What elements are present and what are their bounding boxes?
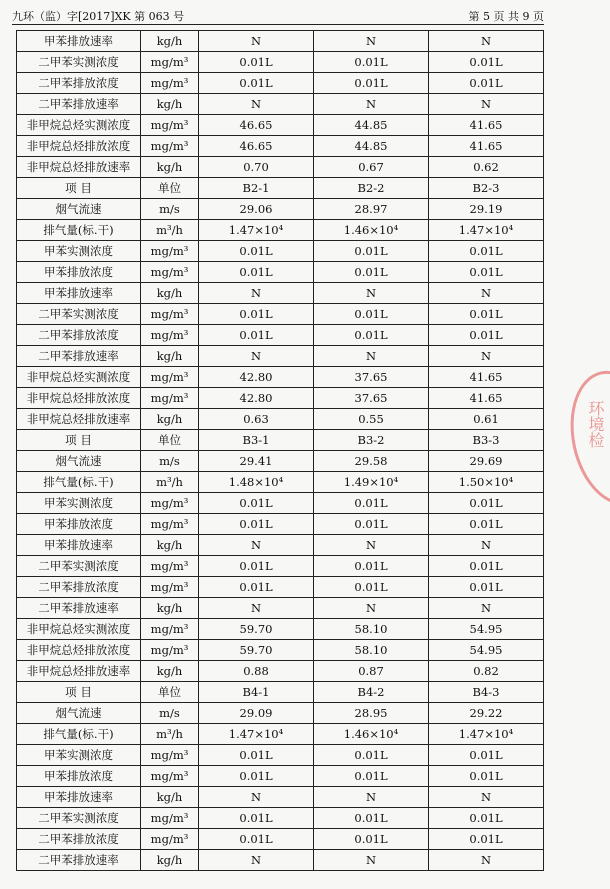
table-cell: 0.01L xyxy=(429,514,544,535)
table-cell: B4-1 xyxy=(199,682,314,703)
table-cell: N xyxy=(314,787,429,808)
table-cell: 二甲苯排放速率 xyxy=(17,598,141,619)
table-cell: kg/h xyxy=(141,157,199,178)
table-cell: 0.01L xyxy=(314,808,429,829)
table-cell: 0.01L xyxy=(429,745,544,766)
table-cell: 项 目 xyxy=(17,682,141,703)
table-cell: 0.01L xyxy=(314,556,429,577)
table-cell: m³/h xyxy=(141,724,199,745)
table-cell: 非甲烷总烃实测浓度 xyxy=(17,115,141,136)
table-cell: mg/m³ xyxy=(141,619,199,640)
table-row xyxy=(17,115,544,136)
table-cell: 二甲苯排放浓度 xyxy=(17,325,141,346)
measurement-table-body xyxy=(17,31,544,871)
table-cell: 排气量(标.干) xyxy=(17,724,141,745)
table-cell: N xyxy=(199,535,314,556)
table-cell: 54.95 xyxy=(429,619,544,640)
table-cell: kg/h xyxy=(141,31,199,52)
measurement-table xyxy=(16,30,544,871)
page-number: 第 5 页 共 9 页 xyxy=(468,10,544,23)
table-cell: N xyxy=(429,346,544,367)
table-row xyxy=(17,136,544,157)
table-cell: N xyxy=(314,94,429,115)
table-cell: B2-3 xyxy=(429,178,544,199)
table-row xyxy=(17,535,544,556)
table-row xyxy=(17,766,544,787)
table-cell: 二甲苯排放浓度 xyxy=(17,577,141,598)
table-cell: 非甲烷总烃排放速率 xyxy=(17,661,141,682)
table-cell: mg/m³ xyxy=(141,262,199,283)
table-cell: 0.01L xyxy=(199,514,314,535)
table-cell: 0.01L xyxy=(199,241,314,262)
table-cell: 29.69 xyxy=(429,451,544,472)
table-cell: 1.48×10⁴ xyxy=(199,472,314,493)
table-cell: 0.01L xyxy=(429,808,544,829)
table-cell: mg/m³ xyxy=(141,241,199,262)
table-cell: 0.87 xyxy=(314,661,429,682)
table-cell: 0.01L xyxy=(314,304,429,325)
table-cell: 二甲苯排放速率 xyxy=(17,346,141,367)
table-row xyxy=(17,283,544,304)
table-cell: 37.65 xyxy=(314,388,429,409)
table-cell: 二甲苯实测浓度 xyxy=(17,304,141,325)
table-cell: 单位 xyxy=(141,682,199,703)
table-cell: B3-2 xyxy=(314,430,429,451)
table-cell: N xyxy=(429,850,544,871)
table-cell: N xyxy=(314,598,429,619)
table-cell: 28.97 xyxy=(314,199,429,220)
table-cell: N xyxy=(429,31,544,52)
table-cell: N xyxy=(314,31,429,52)
table-cell: N xyxy=(199,598,314,619)
table-cell: N xyxy=(199,346,314,367)
table-row xyxy=(17,787,544,808)
table-cell: 0.01L xyxy=(314,262,429,283)
table-cell: 甲苯实测浓度 xyxy=(17,241,141,262)
table-cell: kg/h xyxy=(141,346,199,367)
table-cell: 甲苯排放浓度 xyxy=(17,766,141,787)
table-cell: 0.01L xyxy=(429,556,544,577)
table-cell: 0.01L xyxy=(429,493,544,514)
table-cell: 0.01L xyxy=(429,325,544,346)
table-row xyxy=(17,409,544,430)
table-cell: 0.01L xyxy=(199,325,314,346)
table-cell: 0.01L xyxy=(199,808,314,829)
table-row xyxy=(17,451,544,472)
table-cell: 0.01L xyxy=(429,577,544,598)
table-cell: m³/h xyxy=(141,220,199,241)
table-cell: 0.01L xyxy=(314,52,429,73)
table-cell: 0.70 xyxy=(199,157,314,178)
table-cell: 0.01L xyxy=(314,514,429,535)
table-cell: 29.19 xyxy=(429,199,544,220)
table-row xyxy=(17,661,544,682)
table-cell: kg/h xyxy=(141,661,199,682)
table-cell: 非甲烷总烃实测浓度 xyxy=(17,367,141,388)
table-cell: 甲苯排放速率 xyxy=(17,535,141,556)
table-cell: 59.70 xyxy=(199,640,314,661)
table-cell: kg/h xyxy=(141,787,199,808)
table-cell: 甲苯排放速率 xyxy=(17,31,141,52)
table-cell: 0.01L xyxy=(314,766,429,787)
table-cell: mg/m³ xyxy=(141,745,199,766)
table-cell: 非甲烷总烃排放速率 xyxy=(17,409,141,430)
table-cell: mg/m³ xyxy=(141,325,199,346)
table-cell: 0.61 xyxy=(429,409,544,430)
table-row xyxy=(17,430,544,451)
seal-text: 环境检 xyxy=(586,400,605,448)
table-cell: mg/m³ xyxy=(141,514,199,535)
table-cell: mg/m³ xyxy=(141,136,199,157)
table-cell: mg/m³ xyxy=(141,577,199,598)
table-row xyxy=(17,556,544,577)
table-cell: 44.85 xyxy=(314,115,429,136)
table-row xyxy=(17,367,544,388)
table-cell: 单位 xyxy=(141,178,199,199)
table-cell: 0.01L xyxy=(314,241,429,262)
table-cell: 单位 xyxy=(141,430,199,451)
table-cell: B4-2 xyxy=(314,682,429,703)
table-cell: 0.01L xyxy=(314,745,429,766)
table-row xyxy=(17,262,544,283)
table-cell: 42.80 xyxy=(199,367,314,388)
table-cell: mg/m³ xyxy=(141,766,199,787)
table-cell: B2-1 xyxy=(199,178,314,199)
table-row xyxy=(17,829,544,850)
table-cell: 项 目 xyxy=(17,430,141,451)
table-cell: 42.80 xyxy=(199,388,314,409)
table-cell: kg/h xyxy=(141,283,199,304)
table-cell: kg/h xyxy=(141,850,199,871)
table-cell: 二甲苯实测浓度 xyxy=(17,808,141,829)
table-cell: 0.01L xyxy=(199,493,314,514)
table-cell: 甲苯排放速率 xyxy=(17,787,141,808)
table-cell: 0.01L xyxy=(199,73,314,94)
table-cell: 28.95 xyxy=(314,703,429,724)
table-cell: kg/h xyxy=(141,535,199,556)
table-cell: 0.82 xyxy=(429,661,544,682)
table-cell: m/s xyxy=(141,451,199,472)
table-cell: 0.01L xyxy=(199,52,314,73)
table-cell: 54.95 xyxy=(429,640,544,661)
table-row xyxy=(17,52,544,73)
table-cell: 非甲烷总烃排放浓度 xyxy=(17,640,141,661)
table-cell: N xyxy=(429,535,544,556)
table-cell: mg/m³ xyxy=(141,73,199,94)
table-cell: 甲苯排放浓度 xyxy=(17,262,141,283)
report-number: 九环（监）字[2017]XK 第 063 号 xyxy=(12,10,185,23)
table-cell: 0.01L xyxy=(429,241,544,262)
table-cell: 烟气流速 xyxy=(17,451,141,472)
table-cell: 58.10 xyxy=(314,619,429,640)
table-cell: 44.85 xyxy=(314,136,429,157)
table-cell: 项 目 xyxy=(17,178,141,199)
table-row xyxy=(17,346,544,367)
table-cell: mg/m³ xyxy=(141,367,199,388)
table-cell: 1.47×10⁴ xyxy=(199,220,314,241)
table-cell: 排气量(标.干) xyxy=(17,472,141,493)
table-cell: mg/m³ xyxy=(141,556,199,577)
table-cell: 1.46×10⁴ xyxy=(314,724,429,745)
table-cell: 0.01L xyxy=(314,325,429,346)
table-row xyxy=(17,94,544,115)
table-cell: N xyxy=(429,787,544,808)
table-cell: 烟气流速 xyxy=(17,703,141,724)
table-cell: 0.01L xyxy=(199,745,314,766)
table-cell: 0.01L xyxy=(429,52,544,73)
table-cell: 二甲苯实测浓度 xyxy=(17,52,141,73)
table-cell: 0.01L xyxy=(199,556,314,577)
page-header xyxy=(12,5,544,25)
table-cell: 46.65 xyxy=(199,115,314,136)
table-cell: mg/m³ xyxy=(141,808,199,829)
table-cell: 非甲烷总烃排放浓度 xyxy=(17,388,141,409)
table-cell: 41.65 xyxy=(429,136,544,157)
table-cell: kg/h xyxy=(141,409,199,430)
table-cell: 58.10 xyxy=(314,640,429,661)
table-cell: N xyxy=(199,850,314,871)
table-cell: 甲苯实测浓度 xyxy=(17,745,141,766)
table-cell: mg/m³ xyxy=(141,52,199,73)
table-cell: 非甲烷总烃实测浓度 xyxy=(17,619,141,640)
table-cell: 非甲烷总烃排放浓度 xyxy=(17,136,141,157)
table-cell: mg/m³ xyxy=(141,115,199,136)
table-cell: 甲苯排放浓度 xyxy=(17,514,141,535)
table-cell: 0.01L xyxy=(429,829,544,850)
table-cell: 0.01L xyxy=(199,766,314,787)
header-rule xyxy=(12,24,544,25)
table-cell: 41.65 xyxy=(429,388,544,409)
table-cell: kg/h xyxy=(141,94,199,115)
table-cell: 29.22 xyxy=(429,703,544,724)
table-cell: N xyxy=(314,535,429,556)
table-cell: 29.09 xyxy=(199,703,314,724)
table-row xyxy=(17,619,544,640)
table-cell: N xyxy=(314,850,429,871)
table-cell: N xyxy=(314,283,429,304)
table-cell: 烟气流速 xyxy=(17,199,141,220)
table-cell: 二甲苯排放速率 xyxy=(17,850,141,871)
table-row xyxy=(17,493,544,514)
table-cell: mg/m³ xyxy=(141,640,199,661)
table-cell: 0.01L xyxy=(314,73,429,94)
table-cell: 1.47×10⁴ xyxy=(199,724,314,745)
table-cell: N xyxy=(199,94,314,115)
table-cell: 0.62 xyxy=(429,157,544,178)
table-cell: 46.65 xyxy=(199,136,314,157)
table-cell: 0.55 xyxy=(314,409,429,430)
table-cell: B4-3 xyxy=(429,682,544,703)
table-cell: 0.01L xyxy=(199,262,314,283)
table-row xyxy=(17,850,544,871)
table-cell: 0.01L xyxy=(199,829,314,850)
table-cell: 0.01L xyxy=(199,577,314,598)
table-cell: 二甲苯实测浓度 xyxy=(17,556,141,577)
table-cell: B3-1 xyxy=(199,430,314,451)
table-cell: m/s xyxy=(141,199,199,220)
table-cell: kg/h xyxy=(141,598,199,619)
table-row xyxy=(17,598,544,619)
table-cell: N xyxy=(429,94,544,115)
table-cell: 0.01L xyxy=(314,829,429,850)
table-cell: mg/m³ xyxy=(141,304,199,325)
table-cell: mg/m³ xyxy=(141,493,199,514)
table-row xyxy=(17,577,544,598)
table-cell: 0.67 xyxy=(314,157,429,178)
table-row xyxy=(17,808,544,829)
table-cell: 0.01L xyxy=(199,304,314,325)
table-row xyxy=(17,73,544,94)
table-cell: 29.06 xyxy=(199,199,314,220)
table-cell: 29.41 xyxy=(199,451,314,472)
table-cell: N xyxy=(314,346,429,367)
table-cell: 非甲烷总烃排放速率 xyxy=(17,157,141,178)
table-row xyxy=(17,325,544,346)
table-row xyxy=(17,640,544,661)
table-cell: 排气量(标.干) xyxy=(17,220,141,241)
table-cell: 0.01L xyxy=(429,304,544,325)
table-cell: 37.65 xyxy=(314,367,429,388)
table-cell: 1.47×10⁴ xyxy=(429,724,544,745)
table-cell: N xyxy=(199,31,314,52)
table-cell: mg/m³ xyxy=(141,388,199,409)
table-cell: 0.88 xyxy=(199,661,314,682)
table-cell: 0.63 xyxy=(199,409,314,430)
table-row xyxy=(17,157,544,178)
table-cell: m/s xyxy=(141,703,199,724)
table-cell: mg/m³ xyxy=(141,829,199,850)
table-cell: B3-3 xyxy=(429,430,544,451)
table-row xyxy=(17,220,544,241)
table-cell: m³/h xyxy=(141,472,199,493)
table-cell: 41.65 xyxy=(429,115,544,136)
table-cell: B2-2 xyxy=(314,178,429,199)
table-row xyxy=(17,178,544,199)
table-cell: 甲苯实测浓度 xyxy=(17,493,141,514)
table-row xyxy=(17,745,544,766)
table-row xyxy=(17,199,544,220)
table-cell: 0.01L xyxy=(314,493,429,514)
table-cell: 0.01L xyxy=(314,577,429,598)
table-cell: 0.01L xyxy=(429,73,544,94)
table-cell: N xyxy=(199,787,314,808)
table-row xyxy=(17,31,544,52)
table-cell: 二甲苯排放浓度 xyxy=(17,73,141,94)
table-cell: 1.50×10⁴ xyxy=(429,472,544,493)
table-cell: 1.47×10⁴ xyxy=(429,220,544,241)
table-row xyxy=(17,514,544,535)
table-cell: 1.49×10⁴ xyxy=(314,472,429,493)
table-cell: N xyxy=(429,598,544,619)
table-cell: 0.01L xyxy=(429,262,544,283)
table-cell: 41.65 xyxy=(429,367,544,388)
table-row xyxy=(17,241,544,262)
table-cell: N xyxy=(199,283,314,304)
table-cell: 甲苯排放速率 xyxy=(17,283,141,304)
table-cell: 1.46×10⁴ xyxy=(314,220,429,241)
table-row xyxy=(17,703,544,724)
table-row xyxy=(17,472,544,493)
table-cell: 59.70 xyxy=(199,619,314,640)
table-row xyxy=(17,682,544,703)
table-row xyxy=(17,304,544,325)
table-cell: 29.58 xyxy=(314,451,429,472)
table-row xyxy=(17,724,544,745)
table-cell: 二甲苯排放速率 xyxy=(17,94,141,115)
table-cell: N xyxy=(429,283,544,304)
table-cell: 0.01L xyxy=(429,766,544,787)
table-row xyxy=(17,388,544,409)
table-cell: 二甲苯排放浓度 xyxy=(17,829,141,850)
